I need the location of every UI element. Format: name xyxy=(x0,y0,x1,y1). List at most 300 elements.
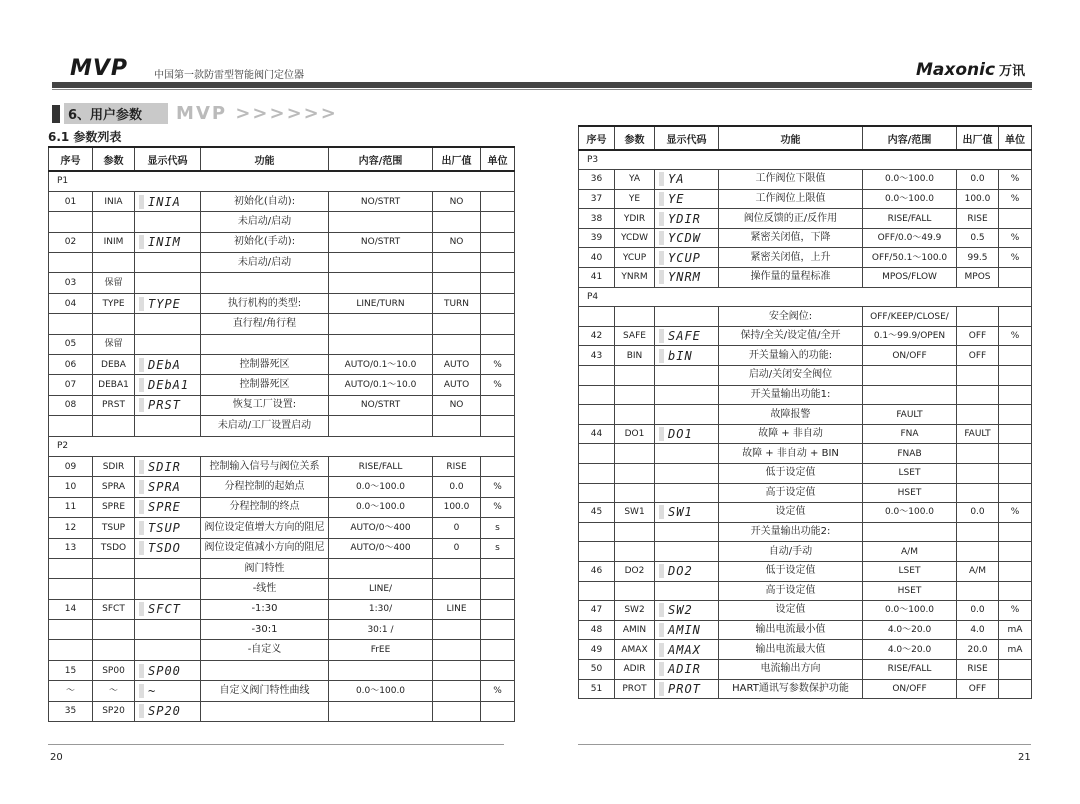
range-text: FAULT xyxy=(863,405,957,425)
range-text: FrEE xyxy=(329,640,433,660)
param-name: SW1 xyxy=(615,503,655,523)
lcd-code: AMAX xyxy=(659,643,701,657)
lcd-code: TSUP xyxy=(139,521,181,535)
page-number-left: 20 xyxy=(50,752,63,763)
table-row xyxy=(579,248,1032,268)
default-value xyxy=(957,444,999,464)
table-row xyxy=(49,355,515,375)
lcd-code: SDIR xyxy=(139,460,181,474)
table-row xyxy=(49,416,515,436)
table-row xyxy=(579,209,1032,229)
lcd-code: DEbA1 xyxy=(139,378,189,392)
table-row xyxy=(579,268,1032,288)
default-value: 100.0 xyxy=(433,497,481,517)
unit-text: % xyxy=(481,497,515,517)
default-value: RISE xyxy=(957,659,999,679)
unit-text xyxy=(999,307,1032,327)
row-number xyxy=(49,314,93,334)
param-name xyxy=(93,620,135,640)
table-row xyxy=(49,518,515,538)
table-row xyxy=(579,601,1032,621)
row-number: 40 xyxy=(579,248,615,268)
unit-text xyxy=(481,558,515,578)
row-number xyxy=(579,542,615,562)
function-text: 设定值 xyxy=(719,601,863,621)
unit-text xyxy=(481,579,515,599)
table-row xyxy=(579,659,1032,679)
function-text: 直行程/角行程 xyxy=(201,314,329,334)
range-text: NO/STRT xyxy=(329,191,433,211)
display-code xyxy=(135,355,201,375)
display-code xyxy=(135,701,201,721)
default-value: 0.0 xyxy=(957,170,999,190)
table-row xyxy=(49,681,515,701)
row-number: 01 xyxy=(49,191,93,211)
row-number: 48 xyxy=(579,620,615,640)
table-row xyxy=(579,170,1032,190)
param-name xyxy=(615,542,655,562)
range-text: AUTO/0.1～10.0 xyxy=(329,355,433,375)
section-marker xyxy=(52,105,60,123)
function-text: -自定义 xyxy=(201,640,329,660)
row-number xyxy=(579,464,615,484)
function-text: 安全阀位: xyxy=(719,307,863,327)
default-value: NO xyxy=(433,395,481,415)
row-number: 04 xyxy=(49,293,93,313)
footer-rule-right xyxy=(578,744,1031,745)
column-header: 出厂值 xyxy=(957,126,999,150)
function-text xyxy=(201,701,329,721)
function-text: 未启动/启动 xyxy=(201,253,329,273)
row-number: 43 xyxy=(579,346,615,366)
section-row-label: P1 xyxy=(49,171,515,191)
unit-text xyxy=(481,599,515,619)
table-row xyxy=(579,405,1032,425)
param-name: YE xyxy=(615,189,655,209)
param-name: SPRE xyxy=(93,497,135,517)
row-number: 37 xyxy=(579,189,615,209)
param-name xyxy=(93,253,135,273)
function-text: 故障报警 xyxy=(719,405,863,425)
display-code xyxy=(655,385,719,405)
function-text: -线性 xyxy=(201,579,329,599)
mvp-logo: MVP xyxy=(70,56,129,81)
parameter-table-left xyxy=(48,146,515,722)
table-row xyxy=(49,701,515,721)
display-code xyxy=(135,660,201,680)
function-text: 阀位反馈的正/反作用 xyxy=(719,209,863,229)
range-text: 0.0～100.0 xyxy=(863,503,957,523)
function-text: 控制器死区 xyxy=(201,355,329,375)
unit-text: mA xyxy=(999,620,1032,640)
unit-text xyxy=(481,273,515,293)
param-name: DEBA xyxy=(93,355,135,375)
default-value: LINE xyxy=(433,599,481,619)
function-text xyxy=(201,334,329,354)
function-text xyxy=(201,273,329,293)
lcd-code: DO1 xyxy=(659,427,693,441)
default-value xyxy=(957,307,999,327)
param-name: INIA xyxy=(93,191,135,211)
range-text: ON/OFF xyxy=(863,346,957,366)
column-header: 显示代码 xyxy=(655,126,719,150)
section-row-label: P3 xyxy=(579,150,1032,170)
param-name xyxy=(615,385,655,405)
table-row xyxy=(49,477,515,497)
table-row xyxy=(49,273,515,293)
range-text: RISE/FALL xyxy=(863,209,957,229)
display-code xyxy=(655,346,719,366)
range-text: RISE/FALL xyxy=(329,456,433,476)
unit-text xyxy=(481,395,515,415)
default-value: 4.0 xyxy=(957,620,999,640)
default-value xyxy=(433,620,481,640)
function-text: 输出电流最大值 xyxy=(719,640,863,660)
table-row xyxy=(579,189,1032,209)
column-header: 序号 xyxy=(49,147,93,171)
unit-text xyxy=(481,253,515,273)
display-code xyxy=(135,558,201,578)
display-code xyxy=(655,405,719,425)
unit-text xyxy=(481,232,515,252)
table-row xyxy=(579,307,1032,327)
range-text: 4.0～20.0 xyxy=(863,640,957,660)
display-code xyxy=(135,293,201,313)
display-code xyxy=(135,599,201,619)
default-value xyxy=(433,558,481,578)
function-text: 初始化(手动): xyxy=(201,232,329,252)
maxonic-logo xyxy=(916,60,1025,80)
default-value xyxy=(957,542,999,562)
param-name: AMIN xyxy=(615,620,655,640)
section-heading xyxy=(52,103,338,124)
range-text: AUTO/0.1～10.0 xyxy=(329,375,433,395)
row-number xyxy=(579,385,615,405)
display-code xyxy=(655,581,719,601)
column-header: 单位 xyxy=(481,147,515,171)
row-number xyxy=(579,483,615,503)
column-header: 功能 xyxy=(201,147,329,171)
default-value: 0 xyxy=(433,538,481,558)
unit-text xyxy=(481,660,515,680)
row-number: 07 xyxy=(49,375,93,395)
table-row xyxy=(579,561,1032,581)
lcd-code: PROT xyxy=(659,682,701,696)
range-text xyxy=(863,385,957,405)
default-value xyxy=(957,522,999,542)
display-code xyxy=(655,170,719,190)
lcd-code: SAFE xyxy=(659,329,701,343)
row-number: 45 xyxy=(579,503,615,523)
lcd-code: DEbA xyxy=(139,358,181,372)
param-name: YCUP xyxy=(615,248,655,268)
table-row xyxy=(49,620,515,640)
lcd-code: TYPE xyxy=(139,297,181,311)
table-row xyxy=(49,599,515,619)
unit-text xyxy=(999,405,1032,425)
range-text: LINE/ xyxy=(329,579,433,599)
param-name xyxy=(615,581,655,601)
param-name xyxy=(615,307,655,327)
range-text: RISE/FALL xyxy=(863,659,957,679)
function-text: 开关量输入的功能: xyxy=(719,346,863,366)
function-text: 故障 + 非自动 xyxy=(719,424,863,444)
table-row xyxy=(579,366,1032,386)
param-name: ADIR xyxy=(615,659,655,679)
default-value: FAULT xyxy=(957,424,999,444)
default-value: OFF xyxy=(957,326,999,346)
default-value: TURN xyxy=(433,293,481,313)
row-number: 05 xyxy=(49,334,93,354)
section-title: 6、用户参数 xyxy=(64,103,168,124)
display-code xyxy=(135,538,201,558)
unit-text xyxy=(481,191,515,211)
unit-text: s xyxy=(481,538,515,558)
display-code xyxy=(135,314,201,334)
table-row xyxy=(579,581,1032,601)
param-name: SPRA xyxy=(93,477,135,497)
row-number xyxy=(49,579,93,599)
unit-text xyxy=(481,640,515,660)
row-number xyxy=(579,405,615,425)
range-text: LSET xyxy=(863,561,957,581)
display-code xyxy=(655,326,719,346)
default-value xyxy=(433,212,481,232)
lcd-code: SW2 xyxy=(659,603,693,617)
unit-text: % xyxy=(999,601,1032,621)
row-number xyxy=(49,558,93,578)
range-text: NO/STRT xyxy=(329,395,433,415)
default-value xyxy=(957,581,999,601)
param-name: YDIR xyxy=(615,209,655,229)
default-value: 0.0 xyxy=(957,601,999,621)
column-header: 序号 xyxy=(579,126,615,150)
display-code xyxy=(655,366,719,386)
function-text: 低于设定值 xyxy=(719,561,863,581)
unit-text: % xyxy=(999,326,1032,346)
table-row xyxy=(579,424,1032,444)
unit-text xyxy=(999,581,1032,601)
range-text: OFF/50.1～100.0 xyxy=(863,248,957,268)
default-value xyxy=(433,579,481,599)
param-name xyxy=(615,444,655,464)
function-text: 阀门特性 xyxy=(201,558,329,578)
display-code xyxy=(135,416,201,436)
range-text: NO/STRT xyxy=(329,232,433,252)
display-code xyxy=(655,464,719,484)
display-code xyxy=(655,228,719,248)
param-name xyxy=(615,366,655,386)
table-row xyxy=(49,293,515,313)
unit-text xyxy=(481,701,515,721)
table-row xyxy=(579,228,1032,248)
display-code xyxy=(135,273,201,293)
param-name: INIM xyxy=(93,232,135,252)
function-text: 分程控制的终点 xyxy=(201,497,329,517)
display-code xyxy=(135,191,201,211)
display-code xyxy=(135,640,201,660)
range-text: 0.0～100.0 xyxy=(329,477,433,497)
lcd-code: ~ xyxy=(139,684,156,698)
table-row xyxy=(579,679,1032,699)
param-name: TYPE xyxy=(93,293,135,313)
default-value: 0.5 xyxy=(957,228,999,248)
function-text: -1:30 xyxy=(201,599,329,619)
unit-text: % xyxy=(999,248,1032,268)
unit-text: mA xyxy=(999,640,1032,660)
unit-text: s xyxy=(481,518,515,538)
param-name: SDIR xyxy=(93,456,135,476)
column-header: 单位 xyxy=(999,126,1032,150)
section-row-label: P4 xyxy=(579,287,1032,307)
row-number: 10 xyxy=(49,477,93,497)
unit-text: % xyxy=(999,189,1032,209)
display-code xyxy=(655,248,719,268)
range-text: OFF/0.0～49.9 xyxy=(863,228,957,248)
section-row-label: P2 xyxy=(49,436,515,456)
display-code xyxy=(135,620,201,640)
range-text: 0.0～100.0 xyxy=(863,170,957,190)
function-text: 低于设定值 xyxy=(719,464,863,484)
lcd-code: DO2 xyxy=(659,564,693,578)
display-code xyxy=(135,518,201,538)
range-text xyxy=(329,314,433,334)
function-text: 启动/关闭安全阀位 xyxy=(719,366,863,386)
table-row xyxy=(579,464,1032,484)
range-text: 30:1 / xyxy=(329,620,433,640)
lcd-code: YDIR xyxy=(659,212,701,226)
header-subtitle: 中国第一款防雷型智能阀门定位器 xyxy=(154,70,304,81)
column-header: 参数 xyxy=(615,126,655,150)
table-row xyxy=(49,314,515,334)
range-text: LINE/TURN xyxy=(329,293,433,313)
default-value: AUTO xyxy=(433,355,481,375)
unit-text xyxy=(999,659,1032,679)
default-value: 99.5 xyxy=(957,248,999,268)
function-text: HART通讯写参数保护功能 xyxy=(719,679,863,699)
range-text xyxy=(863,522,957,542)
function-text: 保持/全关/设定值/全开 xyxy=(719,326,863,346)
default-value: OFF xyxy=(957,346,999,366)
section-watermark: MVP >>>>>> xyxy=(176,103,338,124)
lcd-code: YE xyxy=(659,192,684,206)
range-text: AUTO/0～400 xyxy=(329,538,433,558)
unit-text: % xyxy=(999,170,1032,190)
row-number: 47 xyxy=(579,601,615,621)
unit-text: % xyxy=(999,228,1032,248)
range-text: 0.1～99.9/OPEN xyxy=(863,326,957,346)
table-row xyxy=(579,444,1032,464)
display-code xyxy=(655,561,719,581)
default-value xyxy=(957,405,999,425)
range-text: FNA xyxy=(863,424,957,444)
unit-text: % xyxy=(999,503,1032,523)
lcd-code: ADIR xyxy=(659,662,701,676)
function-text xyxy=(201,660,329,680)
display-code xyxy=(135,477,201,497)
function-text: 高于设定值 xyxy=(719,581,863,601)
row-number xyxy=(579,307,615,327)
function-text: 自动/手动 xyxy=(719,542,863,562)
param-name xyxy=(93,212,135,232)
unit-text: % xyxy=(481,681,515,701)
row-number xyxy=(49,640,93,660)
display-code xyxy=(655,483,719,503)
parameter-table-right xyxy=(578,125,1032,699)
column-header: 参数 xyxy=(93,147,135,171)
unit-text xyxy=(481,456,515,476)
param-name: PRST xyxy=(93,395,135,415)
display-code xyxy=(135,579,201,599)
default-value: A/M xyxy=(957,561,999,581)
display-code xyxy=(135,681,201,701)
default-value xyxy=(433,314,481,334)
unit-text xyxy=(999,366,1032,386)
unit-text xyxy=(481,314,515,334)
function-text: 分程控制的起始点 xyxy=(201,477,329,497)
lcd-code: INIA xyxy=(139,195,181,209)
lcd-code: YCUP xyxy=(659,251,701,265)
table-row xyxy=(579,326,1032,346)
function-text: -30:1 xyxy=(201,620,329,640)
display-code xyxy=(135,334,201,354)
header-rule-thin xyxy=(52,89,1032,90)
row-number xyxy=(49,212,93,232)
table-row xyxy=(49,497,515,517)
row-number: 38 xyxy=(579,209,615,229)
display-code xyxy=(655,601,719,621)
table-row xyxy=(49,253,515,273)
param-name: YA xyxy=(615,170,655,190)
table-row xyxy=(579,483,1032,503)
unit-text xyxy=(999,346,1032,366)
table-row xyxy=(49,640,515,660)
default-value xyxy=(433,334,481,354)
row-number: 46 xyxy=(579,561,615,581)
maxonic-logo-cn: 万讯 xyxy=(999,64,1026,79)
unit-text xyxy=(999,542,1032,562)
unit-text xyxy=(999,522,1032,542)
param-name: BIN xyxy=(615,346,655,366)
unit-text: % xyxy=(481,375,515,395)
table-row xyxy=(49,191,515,211)
row-number: 51 xyxy=(579,679,615,699)
param-name: YCDW xyxy=(615,228,655,248)
column-header: 出厂值 xyxy=(433,147,481,171)
function-text: 控制器死区 xyxy=(201,375,329,395)
function-text: 故障 + 非自动 + BIN xyxy=(719,444,863,464)
display-code xyxy=(655,659,719,679)
default-value xyxy=(433,416,481,436)
param-name xyxy=(93,579,135,599)
display-code xyxy=(655,640,719,660)
row-number: 50 xyxy=(579,659,615,679)
unit-text xyxy=(999,679,1032,699)
param-name: SFCT xyxy=(93,599,135,619)
unit-text xyxy=(999,483,1032,503)
display-code xyxy=(655,522,719,542)
lcd-code: YNRM xyxy=(659,270,701,284)
function-text: 初始化(自动): xyxy=(201,191,329,211)
default-value xyxy=(957,483,999,503)
row-number xyxy=(49,253,93,273)
table-row xyxy=(579,287,1032,307)
default-value xyxy=(433,701,481,721)
row-number: 41 xyxy=(579,268,615,288)
function-text: 紧密关闭值，上升 xyxy=(719,248,863,268)
row-number: 44 xyxy=(579,424,615,444)
range-text xyxy=(329,660,433,680)
